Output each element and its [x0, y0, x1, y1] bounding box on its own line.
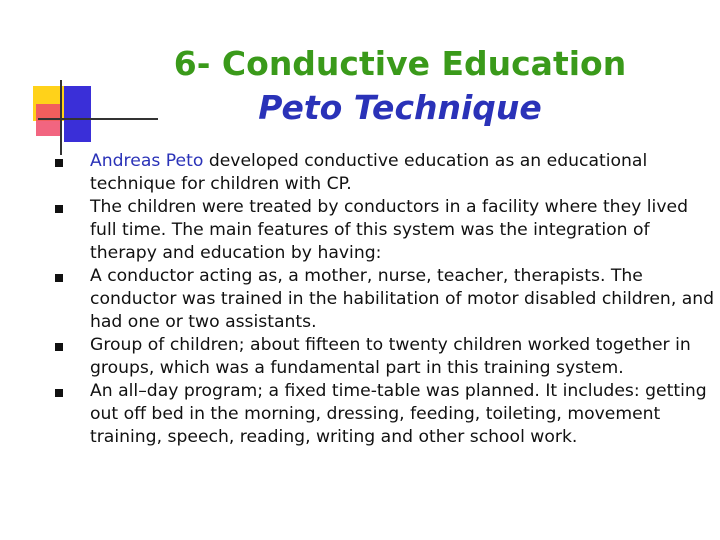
bullet-item: [55, 265, 715, 334]
bullet-list: [55, 150, 715, 449]
bullet-item: [55, 150, 715, 196]
bullet-item: [55, 196, 715, 265]
bullet-highlight: Andreas Peto: [90, 151, 204, 171]
bullet-text: An all–day program; a fixed time-table was planned. It includes: getting out off bed in the morning, dressing, feeding, toileting, movement training, speech, reading, writing and other school work.: [90, 381, 707, 447]
square-bullet-icon: [55, 159, 63, 167]
bullet-text: The children were treated by conductors in a facility where they lived full time. The main features of this system was the integration of therapy and education by having:: [90, 197, 688, 263]
bullet-item: [55, 334, 715, 380]
bullet-text: developed conductive education as an educational technique for children with CP.: [90, 151, 648, 194]
decor-pink-square: [36, 104, 62, 136]
square-bullet-icon: [55, 389, 63, 397]
square-bullet-icon: [55, 274, 63, 282]
bullet-text: A conductor acting as, a mother, nurse, teacher, therapists. The conductor was trained in the habilitation of motor disabled children, and had one or two assistants.: [90, 266, 715, 332]
slide-subtitle: Peto Technique: [258, 88, 542, 127]
square-bullet-icon: [55, 343, 63, 351]
bullet-text: Group of children; about fifteen to twenty children worked together in groups, which was a fundamental part in this training system.: [90, 335, 691, 378]
slide-title: 6- Conductive Education: [173, 44, 627, 83]
square-bullet-icon: [55, 205, 63, 213]
decor-blue-block: [64, 86, 91, 142]
bullet-item: [55, 380, 715, 449]
